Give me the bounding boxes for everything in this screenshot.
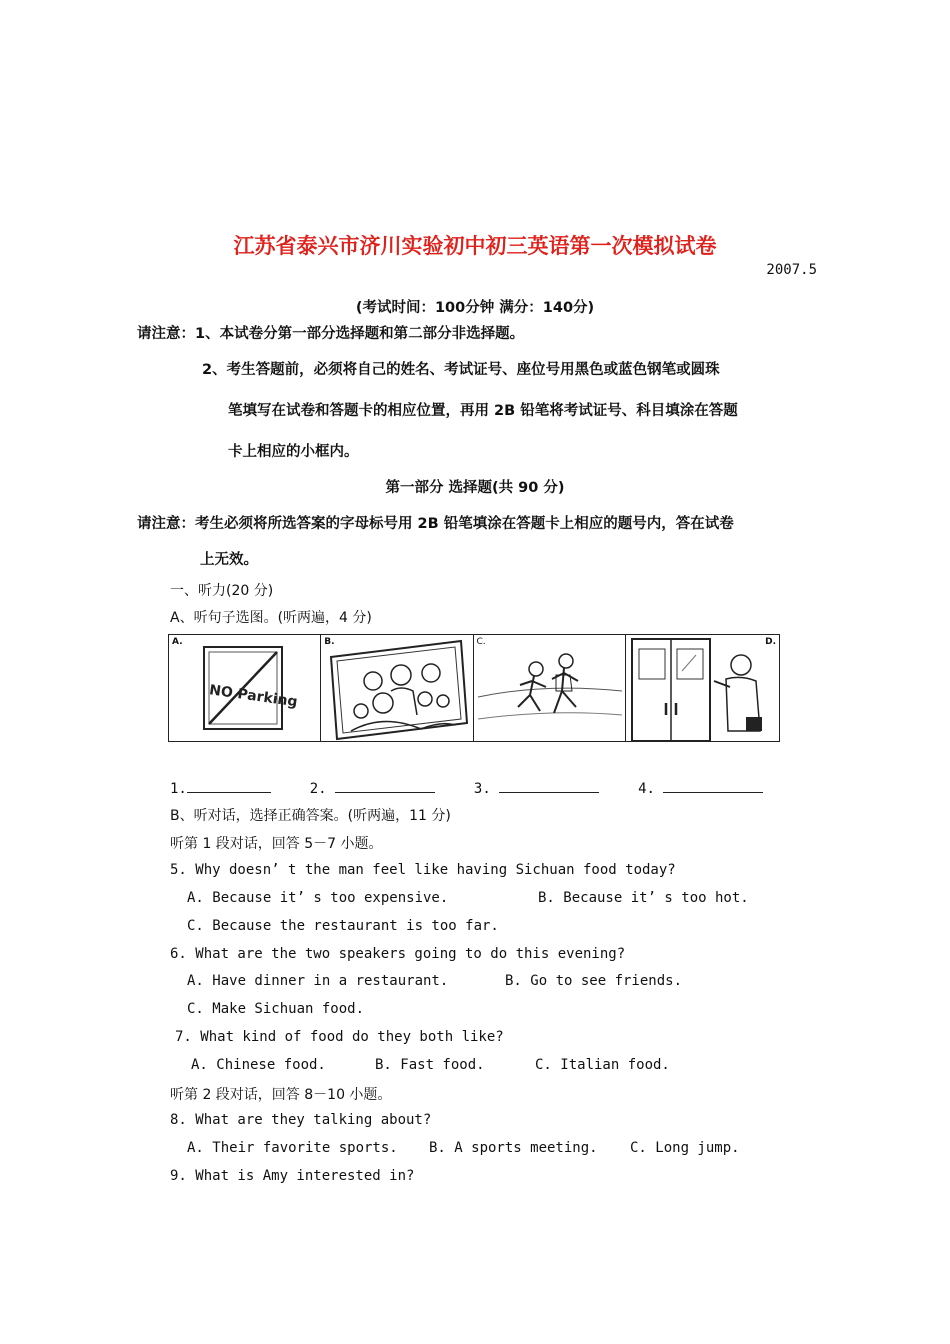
notice-line-1: 请注意：1、本试卷分第一部分选择题和第二部分非选择题。 bbox=[137, 326, 525, 342]
q5-option-a: A. Because it’ s too expensive. bbox=[187, 890, 449, 906]
q8-option-c: C. Long jump. bbox=[630, 1140, 740, 1156]
q7-option-c: C. Italian food. bbox=[535, 1057, 670, 1073]
q8-option-b: B. A sports meeting. bbox=[429, 1140, 598, 1156]
q7-option-b: B. Fast food. bbox=[375, 1057, 485, 1073]
picture-strip bbox=[168, 634, 780, 742]
section-a: A、听句子选图。(听两遍，4 分) bbox=[170, 610, 372, 626]
exam-info: (考试时间：100分钟 满分：140分) bbox=[355, 300, 595, 316]
picture-b-label: B. bbox=[324, 637, 335, 647]
q5-question: 5. Why doesn’ t the man feel like having Sichuan food today? bbox=[170, 862, 676, 878]
exam-date: 2007.5 bbox=[766, 262, 817, 278]
notice-line-4: 卡上相应的小框内。 bbox=[228, 444, 359, 460]
blank-1[interactable] bbox=[187, 778, 271, 793]
q8-option-a: A. Their favorite sports. bbox=[187, 1140, 398, 1156]
no-parking-sign-icon bbox=[169, 635, 321, 741]
picture-d bbox=[625, 634, 780, 742]
dialog-2-heading: 听第 2 段对话，回答 8－10 小题。 bbox=[170, 1087, 392, 1103]
blank-3-label: 3. bbox=[473, 781, 491, 797]
blank-4-label: 4. bbox=[638, 781, 655, 797]
q7-question: 7. What kind of food do they both like? bbox=[175, 1029, 504, 1045]
answer-blanks bbox=[170, 778, 763, 797]
blank-2-label: 2. bbox=[309, 781, 327, 797]
q6-option-c: C. Make Sichuan food. bbox=[187, 1001, 365, 1017]
section-b: B、听对话，选择正确答案。(听两遍，11 分) bbox=[170, 808, 451, 824]
q9-question: 9. What is Amy interested in? bbox=[170, 1168, 415, 1184]
picture-c bbox=[473, 634, 625, 742]
notice2-line-1: 请注意：考生必须将所选答案的字母标号用 2B 铅笔填涂在答题卡上相应的题号内，答在试卷 bbox=[137, 516, 734, 532]
notice-line-2: 2、考生答题前，必须将自己的姓名、考试证号、座位号用黑色或蓝色钢笔或圆珠 bbox=[202, 362, 720, 378]
q8-question: 8. What are they talking about? bbox=[170, 1112, 432, 1128]
q5-option-c: C. Because the restaurant is too far. bbox=[187, 918, 499, 934]
sign-text: NO Parking bbox=[208, 682, 299, 711]
part1-heading: 第一部分 选择题(共 90 分) bbox=[385, 480, 565, 496]
blank-3[interactable] bbox=[499, 778, 599, 793]
q6-question: 6. What are the two speakers going to do this evening? bbox=[170, 946, 626, 962]
dialog-1-heading: 听第 1 段对话，回答 5－7 小题。 bbox=[170, 836, 383, 852]
door-teacher-icon bbox=[626, 635, 780, 741]
picture-b bbox=[320, 634, 472, 742]
q5-option-b: B. Because it’ s too hot. bbox=[538, 890, 749, 906]
blank-1-label: 1. bbox=[170, 781, 187, 797]
picture-c-label: C. bbox=[476, 637, 486, 647]
section-listening: 一、听力(20 分) bbox=[170, 583, 274, 599]
exam-title: 江苏省泰兴市济川实验初中初三英语第一次模拟试卷 bbox=[233, 234, 717, 258]
notice2-line-2: 上无效。 bbox=[200, 552, 258, 568]
running-children-icon bbox=[474, 635, 626, 741]
blank-2[interactable] bbox=[335, 778, 435, 793]
blank-4[interactable] bbox=[663, 778, 763, 793]
q7-option-a: A. Chinese food. bbox=[191, 1057, 326, 1073]
picture-a-label: A. bbox=[172, 637, 183, 647]
picture-a bbox=[168, 634, 320, 742]
q6-option-b: B. Go to see friends. bbox=[505, 973, 683, 989]
picture-d-label: D. bbox=[765, 637, 776, 647]
family-photo-icon bbox=[321, 635, 473, 741]
q6-option-a: A. Have dinner in a restaurant. bbox=[187, 973, 449, 989]
notice-line-3: 笔填写在试卷和答题卡的相应位置，再用 2B 铅笔将考试证号、科目填涂在答题 bbox=[228, 403, 738, 419]
